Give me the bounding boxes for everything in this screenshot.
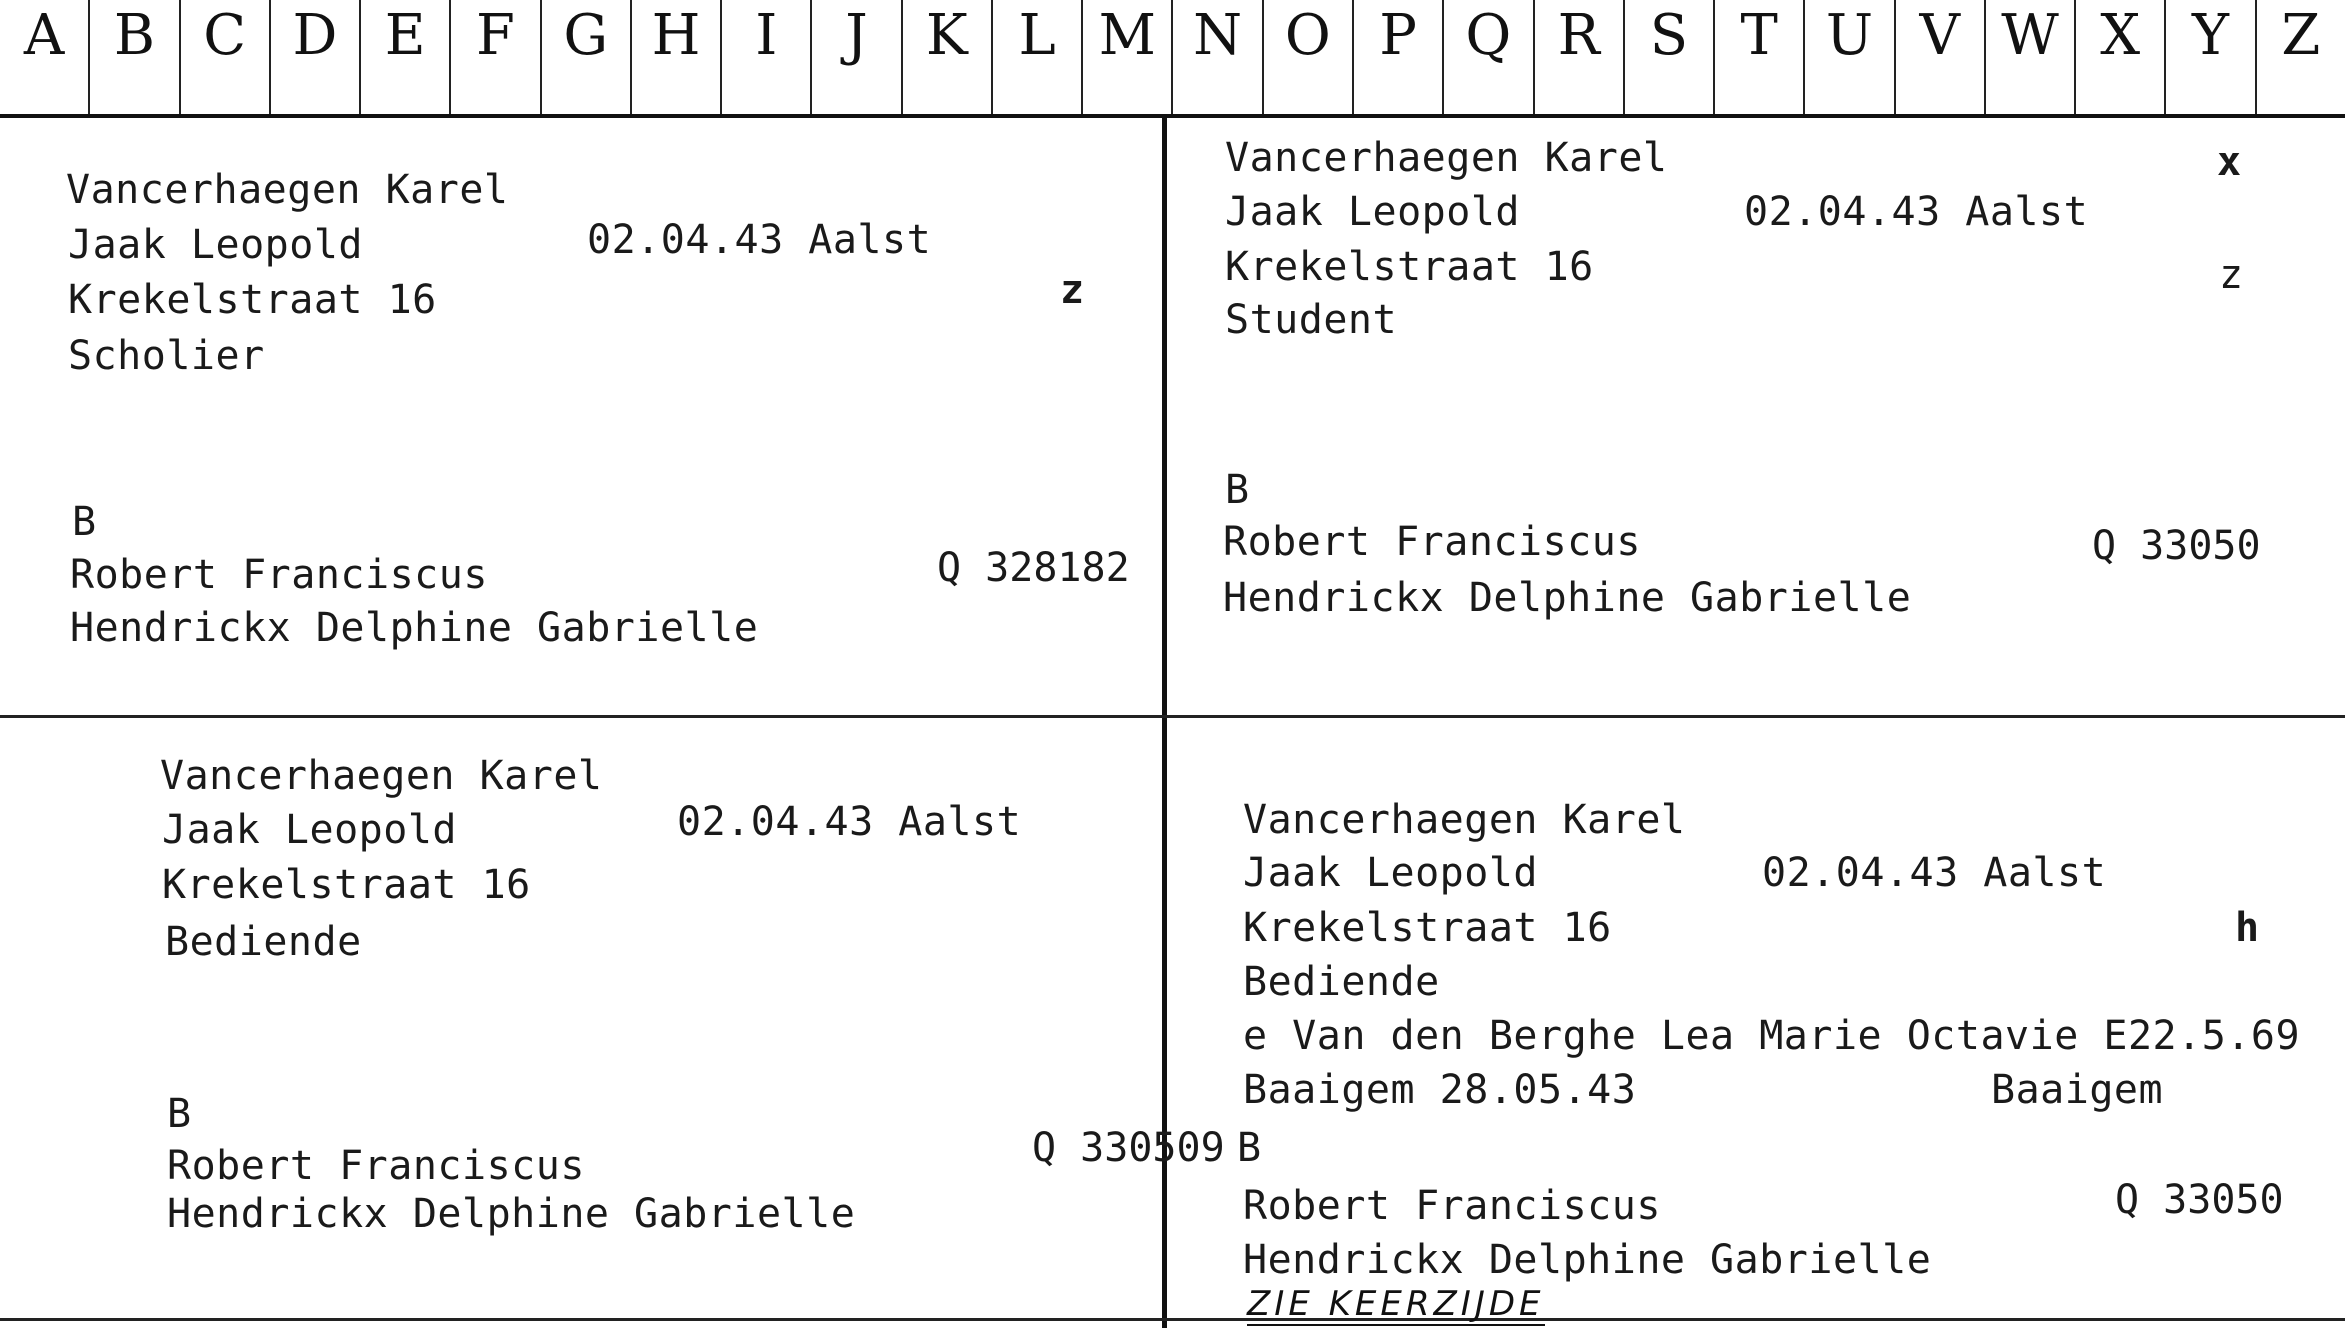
index-letter-x[interactable]: X bbox=[2076, 0, 2166, 114]
index-letter-l[interactable]: L bbox=[993, 0, 1083, 114]
index-letter-j[interactable]: J bbox=[812, 0, 902, 114]
index-letter-f[interactable]: F bbox=[451, 0, 541, 114]
index-letter-y[interactable]: Y bbox=[2166, 0, 2256, 114]
card-spouse: e Van den Berghe Lea Marie Octavie E22.5.69 bbox=[1243, 1013, 2301, 1059]
card-given-names: Jaak Leopold bbox=[162, 807, 457, 853]
card-spouse-birth: Baaigem 28.05.43 bbox=[1243, 1067, 1637, 1113]
card-surname: Vancerhaegen Karel bbox=[1225, 135, 1668, 181]
card-section-letter: B bbox=[1237, 1125, 1262, 1171]
card-reference-number: Q 33050 bbox=[2115, 1177, 2284, 1223]
card-occupation: Scholier bbox=[68, 333, 265, 379]
card-father-name: Robert Franciscus bbox=[70, 552, 488, 598]
card-birth-date-place: 02.04.43 Aalst bbox=[677, 799, 1022, 845]
index-letter-o[interactable]: O bbox=[1264, 0, 1354, 114]
index-letter-n[interactable]: N bbox=[1173, 0, 1263, 114]
card-given-names: Jaak Leopold bbox=[1243, 850, 1538, 896]
index-letter-s[interactable]: S bbox=[1625, 0, 1715, 114]
card-spouse-place: Baaigem bbox=[1991, 1067, 2164, 1113]
alphabet-index-ruler bbox=[0, 0, 2345, 118]
index-letter-u[interactable]: U bbox=[1805, 0, 1895, 114]
index-letter-z[interactable]: Z bbox=[2281, 3, 2321, 68]
index-letter-e[interactable]: E bbox=[361, 0, 451, 114]
card-section-letter: B bbox=[1225, 467, 1250, 513]
card-mark: z bbox=[2219, 252, 2244, 298]
card-birth-date-place: 02.04.43 Aalst bbox=[1762, 850, 2107, 896]
index-card-top-right[interactable] bbox=[1167, 118, 2345, 715]
card-mother-name: Hendrickx Delphine Gabrielle bbox=[167, 1191, 856, 1237]
index-card-top-left[interactable] bbox=[0, 118, 1162, 715]
card-reference-number: Q 33050 bbox=[2092, 523, 2261, 569]
card-mother-name: Hendrickx Delphine Gabrielle bbox=[1243, 1237, 1932, 1283]
card-mother-name: Hendrickx Delphine Gabrielle bbox=[70, 605, 759, 651]
card-section-letter: B bbox=[72, 499, 97, 545]
card-mark-top: x bbox=[2217, 139, 2242, 185]
index-letter-r[interactable]: R bbox=[1535, 0, 1625, 114]
card-surname: Vancerhaegen Karel bbox=[160, 753, 603, 799]
index-letter-a[interactable]: A bbox=[0, 0, 90, 114]
card-mark: h bbox=[2235, 905, 2260, 951]
bottom-rule bbox=[0, 1318, 2345, 1321]
index-letter-h[interactable]: H bbox=[632, 0, 722, 114]
card-occupation: Bediende bbox=[165, 919, 362, 965]
card-surname: Vancerhaegen Karel bbox=[1243, 797, 1686, 843]
card-occupation: Bediende bbox=[1243, 959, 1440, 1005]
index-letter-c[interactable]: C bbox=[181, 0, 271, 114]
card-mother-name: Hendrickx Delphine Gabrielle bbox=[1223, 575, 1912, 621]
index-letter-d[interactable]: D bbox=[271, 0, 361, 114]
index-letter-i[interactable]: I bbox=[722, 0, 812, 114]
card-birth-date-place: 02.04.43 Aalst bbox=[587, 217, 932, 263]
card-father-name: Robert Franciscus bbox=[1223, 519, 1641, 565]
handwritten-note: ZIE KEERZIJDE bbox=[1247, 1284, 1545, 1324]
card-birth-date-place: 02.04.43 Aalst bbox=[1744, 189, 2089, 235]
index-letter-v[interactable]: V bbox=[1896, 0, 1986, 114]
card-reference-number: Q 330509 bbox=[1032, 1125, 1225, 1171]
index-letter-w[interactable]: W bbox=[1986, 0, 2076, 114]
card-address: Krekelstraat 16 bbox=[1225, 244, 1594, 290]
index-letter-g[interactable]: G bbox=[542, 0, 632, 114]
card-reference-number: Q 328182 bbox=[937, 545, 1130, 591]
card-mark: z bbox=[1060, 267, 1085, 313]
card-given-names: Jaak Leopold bbox=[1225, 189, 1520, 235]
index-letter-m[interactable]: M bbox=[1083, 0, 1173, 114]
card-address: Krekelstraat 16 bbox=[68, 277, 437, 323]
card-given-names: Jaak Leopold bbox=[68, 222, 363, 268]
card-father-name: Robert Franciscus bbox=[167, 1143, 585, 1189]
card-section-letter: B bbox=[167, 1091, 192, 1137]
index-letter-q[interactable]: Q bbox=[1444, 0, 1534, 114]
index-card-bottom-left[interactable] bbox=[0, 718, 1225, 1318]
card-occupation: Student bbox=[1225, 297, 1398, 343]
card-surname: Vancerhaegen Karel bbox=[66, 167, 509, 213]
index-letter-p[interactable]: P bbox=[1354, 0, 1444, 114]
card-address: Krekelstraat 16 bbox=[162, 862, 531, 908]
card-address: Krekelstraat 16 bbox=[1243, 905, 1612, 951]
index-letter-t[interactable]: T bbox=[1715, 0, 1805, 114]
index-letter-b[interactable]: B bbox=[90, 0, 180, 114]
index-card-bottom-right[interactable] bbox=[1167, 718, 2345, 1324]
card-father-name: Robert Franciscus bbox=[1243, 1183, 1661, 1229]
index-letter-k[interactable]: K bbox=[903, 0, 993, 114]
